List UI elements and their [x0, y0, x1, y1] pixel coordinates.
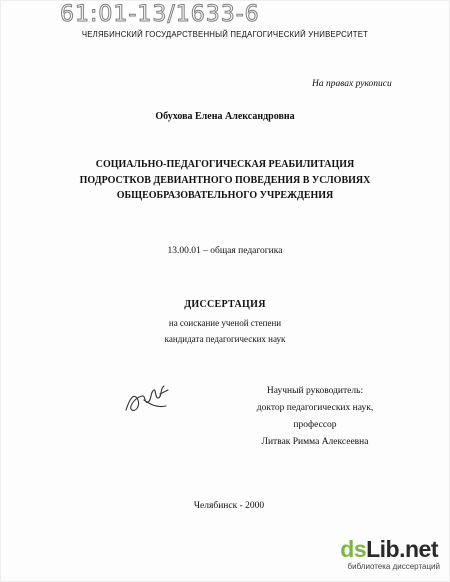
dissertation-title: [0, 157, 450, 204]
archive-stamp-code: 61:01-13/1633-6: [60, 2, 260, 27]
dslib-logo[interactable]: [340, 536, 438, 563]
logo-suffix: Lib.net: [366, 536, 438, 562]
supervisor-line: профессор: [293, 420, 337, 430]
manuscript-rights-note: На правах рукописи: [312, 79, 392, 89]
logo-prefix: ds: [340, 536, 367, 562]
scientific-supervisor: [240, 383, 390, 451]
dslib-watermark[interactable]: [332, 536, 442, 574]
specialty-code: 13.00.01 – общая педагогика: [167, 246, 283, 256]
degree-line: на соискание ученой степени: [168, 318, 282, 328]
place-and-year: Челябинск - 2000: [193, 501, 265, 511]
supervisor-line: Литвак Римма Алексеевна: [261, 437, 369, 447]
title-line: ПОДРОСТКОВ ДЕВИАНТНОГО ПОВЕДЕНИЯ В УСЛОВИЯХ: [79, 174, 371, 186]
university-name: ЧЕЛЯБИНСКИЙ ГОСУДАРСТВЕННЫЙ ПЕДАГОГИЧЕСКИЙ УНИВЕРСИТЕТ: [81, 30, 369, 39]
supervisor-line: доктор педагогических наук,: [256, 403, 374, 413]
title-line: СОЦИАЛЬНО-ПЕДАГОГИЧЕСКАЯ РЕАБИЛИТАЦИЯ: [95, 159, 355, 170]
author-name: Обухова Елена Александровна: [155, 111, 295, 122]
degree-description: [0, 316, 450, 347]
title-line: ОБЩЕОБРАЗОВАТЕЛЬНОГО УЧРЕЖДЕНИЯ: [116, 190, 334, 201]
supervisor-line: Научный руководитель:: [266, 386, 364, 396]
document-type: ДИССЕРТАЦИЯ: [184, 299, 266, 310]
handwritten-signature: [120, 380, 180, 420]
watermark-subtitle: библиотека диссертаций: [347, 562, 440, 571]
degree-line: кандидата педагогических наук: [164, 333, 286, 344]
